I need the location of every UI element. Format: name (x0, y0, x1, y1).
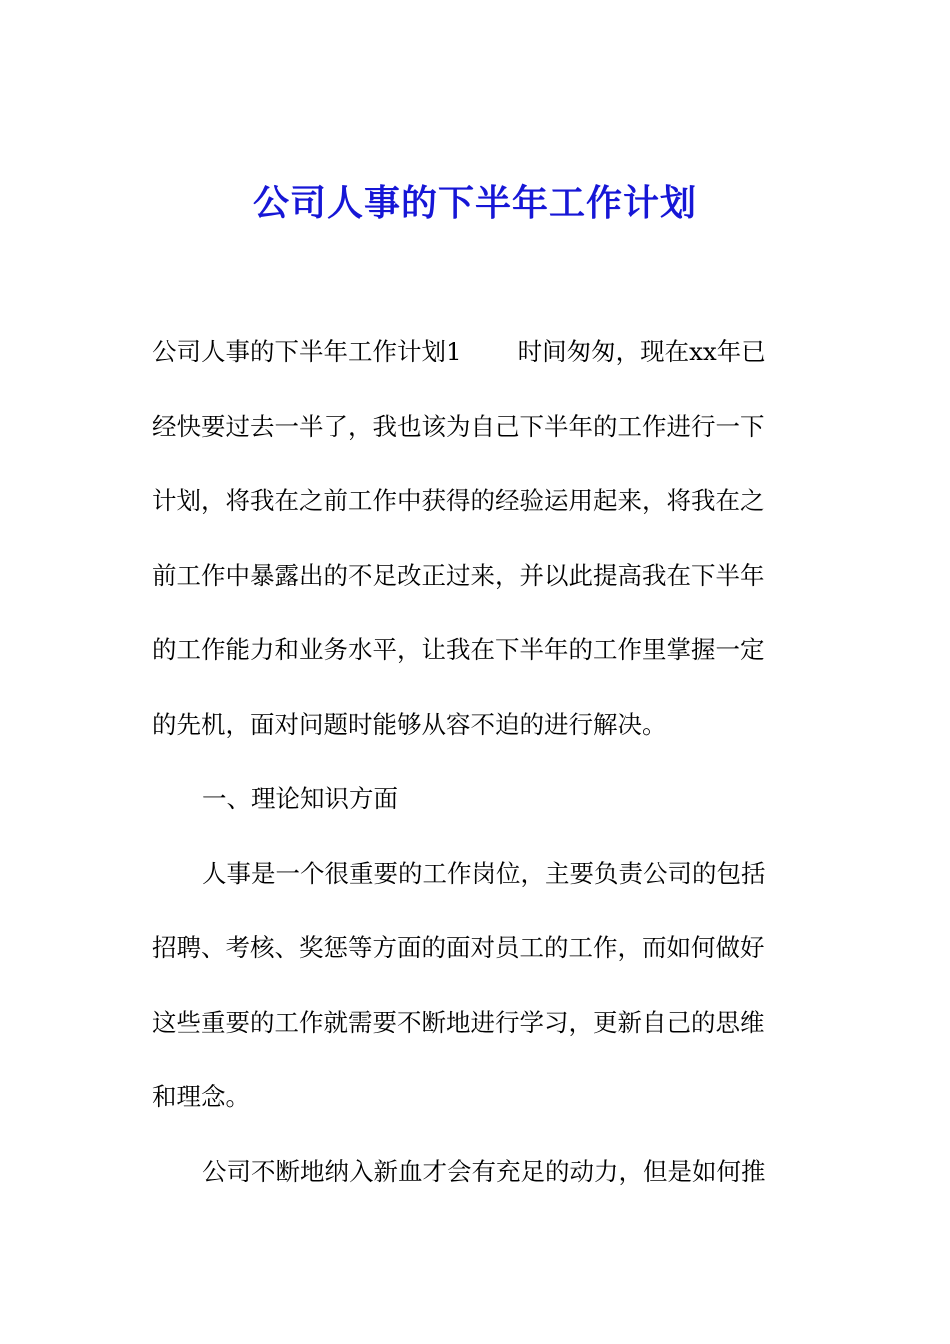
inline-heading: 公司人事的下半年工作计划1 (152, 337, 462, 366)
paragraph-line: 公司不断地纳入新血才会有充足的动力，但是如何推 (202, 1156, 766, 1186)
paragraph-line: 和理念。 (152, 1082, 250, 1111)
paragraph-line: 前工作中暴露出的不足改正过来，并以此提高我在下半年 (152, 560, 765, 590)
paragraph-line: 的先机，面对问题时能够从容不迫的进行解决。 (152, 709, 667, 739)
first-line (152, 315, 802, 390)
document-title: 公司人事的下半年工作计划 (252, 182, 697, 224)
paragraph-line: 经快要过去一半了，我也该为自己下半年的工作进行一下 (152, 411, 765, 441)
paragraph-line: 计划，将我在之前工作中获得的经验运用起来，将我在之 (152, 486, 765, 515)
paragraph-line: 的工作能力和业务水平，让我在下半年的工作里掌握一定 (152, 635, 765, 664)
paragraph-line: 人事是一个很重要的工作岗位，主要负责公司的包括 (202, 858, 766, 888)
paragraph-line: 招聘、考核、奖惩等方面的面对员工的工作，而如何做好 (152, 933, 765, 962)
first-line-text: 时间匆匆，现在xx年已 (517, 337, 766, 366)
document-body (152, 315, 802, 1209)
section-heading: 一、理论知识方面 (202, 784, 398, 813)
paragraph-line: 这些重要的工作就需要不断地进行学习，更新自己的思维 (152, 1007, 765, 1037)
